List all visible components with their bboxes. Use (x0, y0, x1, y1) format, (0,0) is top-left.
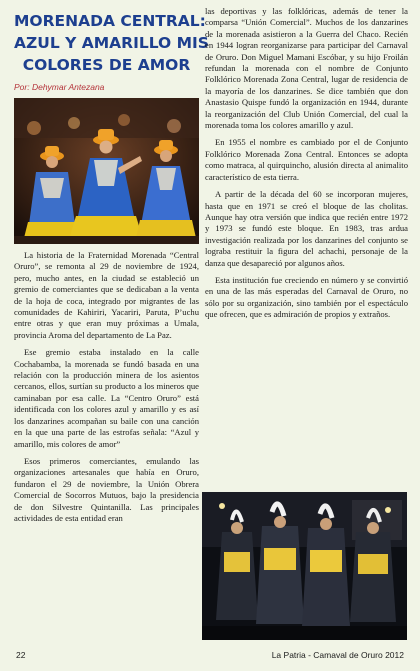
author-byline: Por: Dehymar Antezana (14, 82, 105, 92)
article-paragraph: Esta institución fue creciendo en número y se convirtió en una de las más esperadas del Carnaval de Oruro, no sólo por su organización, sino también por el espectáculo que ofrecen, que es admiración de propios y extraños. (205, 274, 408, 320)
publication-name: La Patria - Camaval de Oruro 2012 (271, 650, 404, 660)
night-parade-photo (202, 492, 407, 640)
article-paragraph: A partir de la década del 60 se incorporan mujeres, hasta que en 1971 se creó el bloque de las cholitas. Aunque hay otra versión que indica que recién entre 1972 y 1973 se fundó este bloque. En 1983, tras ardua investigación realizada por los danzarines del conjunto se lograba restituir la figura del achachi, personaje de la danza que desapareció por algunos años. (205, 189, 408, 268)
article-paragraph: las deportivas y las folklóricas, además de tener la comparsa “Unión Comercial”. Muchos de los danzarines de la morenada asistieron a la Guerra del Chaco. Recién en 1944 logran reorganizarse para participar del Carnaval de Oruro. Don Miguel Mamani Escóbar, y su hijo Froilán refundan la morenada con el nombre de Conjunto Folklórico Morenada Zona Central, lugar de residencia de la mayoría de los danzarines. Se dice también que don Anastasio Quispe fundó la organización en 1944, durante la reorganización del Club Unión Comercial, del cual la morenada toma los colores amarillo y azul. (205, 6, 408, 131)
dancers-photo (14, 98, 199, 244)
page-number: 22 (16, 650, 26, 660)
title-line: AZUL Y AMARILLO MIS (14, 34, 209, 52)
article-title (14, 10, 209, 76)
title-line: COLORES DE AMOR (22, 56, 191, 74)
article-paragraph: La historia de la Fraternidad Morenada “Central Oruro”, se remonta al 29 de noviembre de 1924, pero, mucho antes, en la ciudad se estableció un gremio de comerciantes que se dedicaban a la venta de la hoja de coca, integrado por migrantes de las comunidades de Kahiriri, Yacariri, Paruta, P’uchu entre otras y que eran muy próximas a Umala, provincia Aroma del departamento de La Paz. (14, 250, 199, 340)
article-paragraph: En 1955 el nombre es cambiado por el de Conjunto Folklórico Morenada Zona Central. Entonces se adopta como matraca, al quirquincho, alusión directa al animalito característico de esta tierra. (205, 137, 408, 182)
article-paragraph: Esos primeros comerciantes, emulando las organizaciones artesanales que había en Oruro, fundaron el 29 de noviembre, la Unión Obrera Comercial de Socorros Mutuos, bajo la presidencia de don Silvestre Quintanilla. Las principales actividades de esta entidad eran (14, 455, 199, 523)
article-paragraph: Ese gremio estaba instalado en la calle Cochabamba, la morenada se fundó basada en una relación con la producción minera de los asientos cercanos, ellos, surtían su producto a los mineros que caminaban por esa calle. La “Centro Oruro” está identificada con los colores azul y amarillo y es así los danzarines acompañan su baile con una canción en la que una parte de las estrofas señala: “Azul y amarillo, mis colores de amor” (14, 347, 199, 449)
title-line: MORENADA CENTRAL: (14, 12, 206, 30)
right-column (205, 6, 408, 327)
left-column (14, 10, 209, 530)
page-footer (0, 648, 420, 664)
